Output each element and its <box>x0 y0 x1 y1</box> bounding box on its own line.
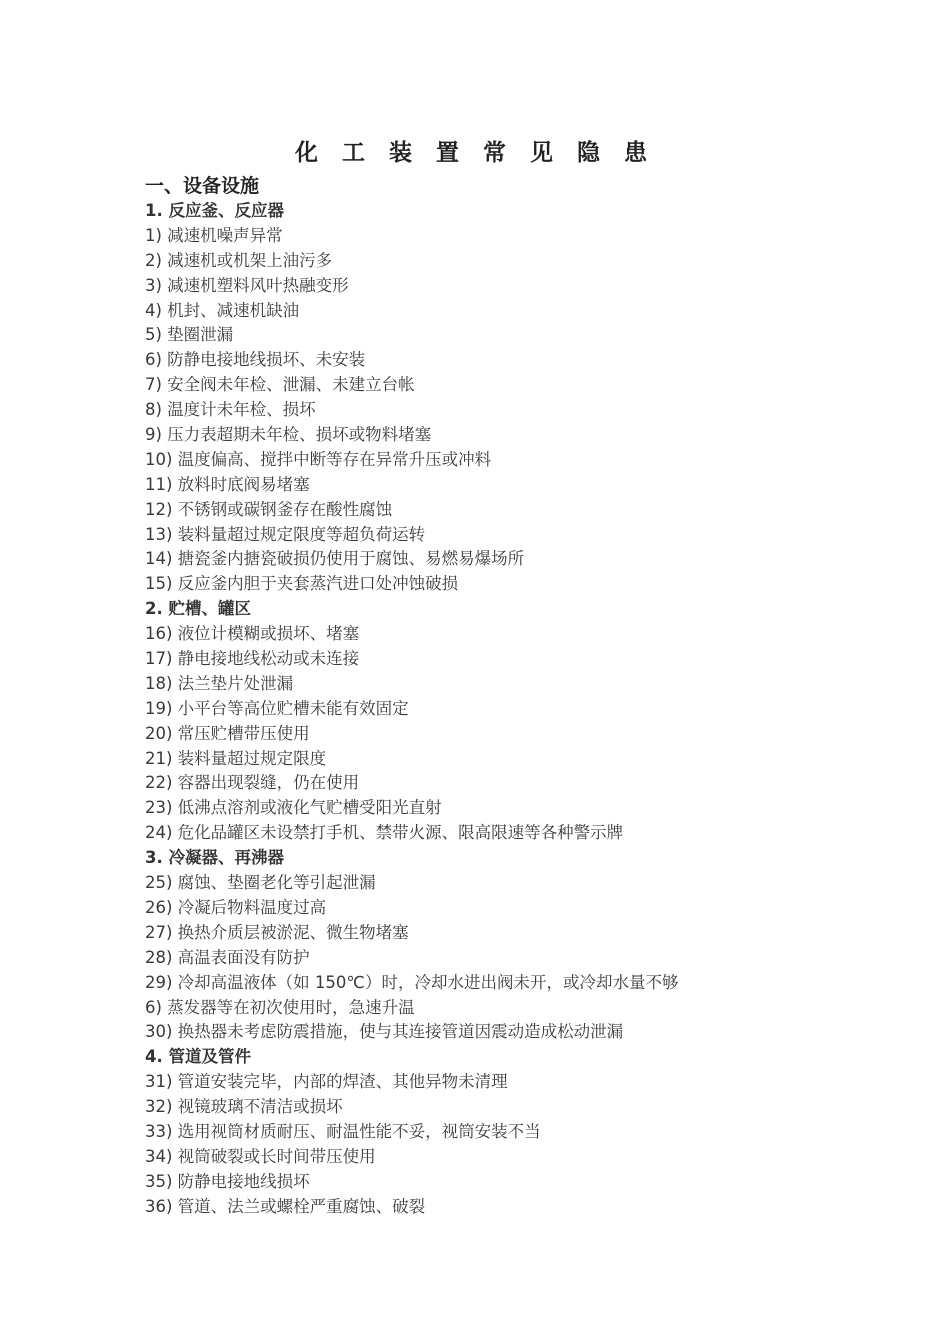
list-item: 15) 反应釜内胆于夹套蒸汽进口处冲蚀破损 <box>145 574 459 594</box>
list-item: 13) 装料量超过规定限度等超负荷运转 <box>145 524 426 544</box>
list-item: 35) 防静电接地线损坏 <box>145 1171 310 1191</box>
list-item: 19) 小平台等高位贮槽未能有效固定 <box>145 698 409 718</box>
list-item: 23) 低沸点溶剂或液化气贮槽受阳光直射 <box>145 798 442 818</box>
subsection-heading: 3. 冷凝器、再沸器 <box>145 848 284 868</box>
list-item: 34) 视筒破裂或长时间带压使用 <box>145 1146 376 1166</box>
list-item: 8) 温度计未年检、损坏 <box>145 400 316 420</box>
list-item: 17) 静电接地线松动或未连接 <box>145 649 360 669</box>
subsection-heading: 2. 贮槽、罐区 <box>145 599 251 619</box>
list-item: 28) 高温表面没有防护 <box>145 947 310 967</box>
list-item: 7) 安全阀未年检、泄漏、未建立台帐 <box>145 375 415 395</box>
list-item: 2) 减速机或机架上油污多 <box>145 250 333 270</box>
list-item: 1) 减速机噪声异常 <box>145 225 283 245</box>
list-item: 3) 减速机塑料风叶热融变形 <box>145 275 349 295</box>
list-item: 36) 管道、法兰或螺栓严重腐蚀、破裂 <box>145 1196 426 1216</box>
list-item: 25) 腐蚀、垫圈老化等引起泄漏 <box>145 873 376 893</box>
list-item: 29) 冷却高温液体（如 150℃）时，冷却水进出阀未开，或冷却水量不够 <box>145 972 679 992</box>
section-heading: 一、设备设施 <box>145 175 260 197</box>
list-item: 31) 管道安装完毕，内部的焊渣、其他异物未清理 <box>145 1072 508 1092</box>
list-item: 6) 蒸发器等在初次使用时，急速升温 <box>145 997 415 1017</box>
list-item: 22) 容器出现裂缝，仍在使用 <box>145 773 360 793</box>
list-item: 11) 放料时底阀易堵塞 <box>145 474 310 494</box>
subsection-heading: 1. 反应釜、反应器 <box>145 201 284 220</box>
list-item: 14) 搪瓷釜内搪瓷破损仍使用于腐蚀、易燃易爆场所 <box>145 549 525 569</box>
hazard-list <box>145 199 905 1220</box>
list-item: 10) 温度偏高、搅拌中断等存在异常升压或冲料 <box>145 449 492 469</box>
list-item: 16) 液位计模糊或损坏、堵塞 <box>145 624 360 644</box>
list-item: 32) 视镜玻璃不清洁或损坏 <box>145 1097 343 1117</box>
document-title: 化 工 装 置 常 见 隐 患 <box>294 139 656 166</box>
list-item: 6) 防静电接地线损坏、未安装 <box>145 350 366 370</box>
list-item: 27) 换热介质层被淤泥、微生物堵塞 <box>145 922 409 942</box>
list-item: 5) 垫圈泄漏 <box>145 325 234 345</box>
list-item: 9) 压力表超期未年检、损坏或物料堵塞 <box>145 425 432 445</box>
list-item: 33) 选用视筒材质耐压、耐温性能不妥，视筒安装不当 <box>145 1121 541 1141</box>
list-item: 21) 装料量超过规定限度 <box>145 748 327 768</box>
list-item: 24) 危化品罐区未设禁打手机、禁带火源、限高限速等各种警示牌 <box>145 823 624 843</box>
list-item: 26) 冷凝后物料温度过高 <box>145 897 327 917</box>
subsection-heading: 4. 管道及管件 <box>145 1047 251 1067</box>
list-item: 30) 换热器未考虑防震措施，使与其连接管道因震动造成松动泄漏 <box>145 1022 624 1042</box>
list-item: 12) 不锈钢或碳钢釜存在酸性腐蚀 <box>145 499 393 519</box>
list-item: 20) 常压贮槽带压使用 <box>145 723 310 743</box>
list-item: 18) 法兰垫片处泄漏 <box>145 673 294 693</box>
list-item: 4) 机封、减速机缺油 <box>145 300 300 320</box>
document-body <box>145 174 905 1220</box>
